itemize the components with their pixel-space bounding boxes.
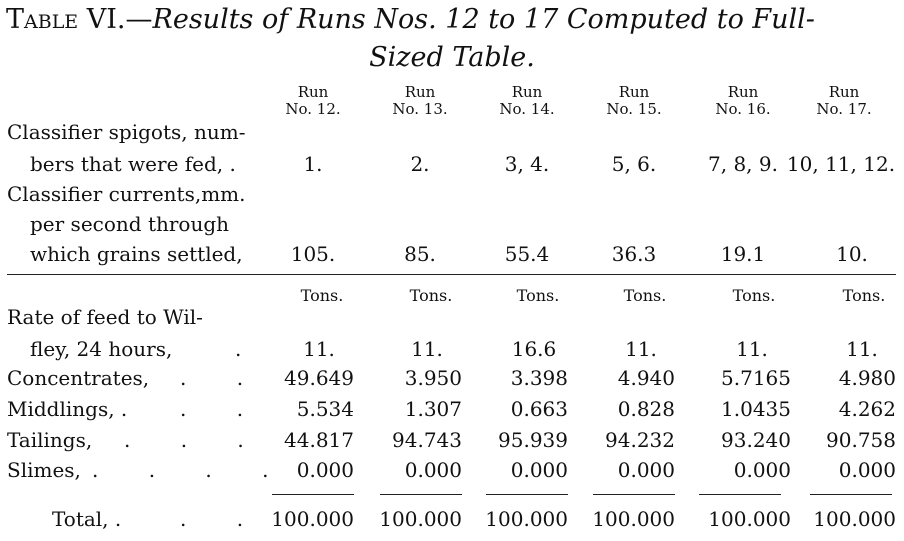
leader-total: . . [180,507,266,531]
leader-feed: . [235,337,242,361]
sum-rule-run-17 [810,494,892,495]
column-header-run-14: Run No. 14. [499,83,555,118]
cell-concentrates-run-14: 3.398 [510,366,568,390]
column-header-run-12: Run No. 12. [285,83,341,118]
unit-run-13: Tons. [409,286,453,305]
cell-middlings-run-16: 1.0435 [721,397,791,421]
cell-currents-run-16: 19.1 [720,242,766,266]
unit-run-16: Tons. [732,286,776,305]
cell-slimes-run-12: 0.000 [296,458,354,482]
cell-spigots-run-15: 5, 6. [611,152,657,176]
cell-slimes-run-15: 0.000 [617,458,675,482]
sum-rule-run-14 [486,494,568,495]
row-label-middlings: Middlings, . [7,397,128,421]
cell-feed-run-15: 11. [625,337,657,361]
leader-concentrates: . . [180,366,266,390]
unit-run-15: Tons. [623,286,667,305]
row-label-currents-line2: per second through [30,212,230,236]
row-label-concentrates: Concentrates, [7,366,150,390]
column-header-run-15: Run No. 15. [606,83,662,118]
column-header-run-16: Run No. 16. [715,83,771,118]
row-label-feed-line1: Rate of feed to Wil- [7,305,203,329]
cell-total-run-14: 100.000 [485,507,568,531]
cell-tailings-run-14: 95.939 [498,428,568,452]
cell-feed-run-12: 11. [303,337,335,361]
cell-slimes-run-13: 0.000 [404,458,462,482]
cell-middlings-run-15: 0.828 [617,397,675,421]
sum-rule-run-16 [699,494,781,495]
cell-slimes-run-14: 0.000 [510,458,568,482]
sum-rule-run-12 [272,494,354,495]
cell-middlings-run-13: 1.307 [404,397,462,421]
column-header-run-17: Run No. 17. [816,83,872,118]
leader-slimes: . . . . [92,458,291,482]
cell-currents-run-17: 10. [836,242,868,266]
cell-total-run-12: 100.000 [271,507,354,531]
table-divider [7,274,896,275]
leader-middlings: . . [180,397,266,421]
cell-tailings-run-15: 94.232 [605,428,675,452]
cell-middlings-run-12: 5.534 [296,397,354,421]
sum-rule-run-13 [380,494,462,495]
cell-currents-run-15: 36.3 [611,242,657,266]
cell-feed-run-17: 11. [846,337,878,361]
cell-currents-run-14: 55.4 [504,242,550,266]
cell-feed-run-16: 11. [736,337,768,361]
row-label-spigots-line2: bers that were fed, . [30,152,236,176]
cell-concentrates-run-15: 4.940 [617,366,675,390]
table-number: Table VI.— [6,4,153,35]
cell-currents-run-13: 85. [404,242,436,266]
cell-spigots-run-13: 2. [410,152,430,176]
cell-tailings-run-13: 94.743 [392,428,462,452]
unit-run-12: Tons. [300,286,344,305]
cell-spigots-run-17: 10, 11, 12. [786,152,896,176]
row-label-slimes: Slimes, [7,458,81,482]
table-title-continued: Sized Table. [369,42,535,73]
cell-slimes-run-17: 0.000 [838,458,896,482]
table-title-text: Results of Runs Nos. 12 to 17 Computed to Full- [152,4,815,35]
unit-run-14: Tons. [516,286,560,305]
cell-currents-run-12: 105. [290,242,336,266]
cell-total-run-16: 100.000 [708,507,791,531]
cell-tailings-run-12: 44.817 [284,428,354,452]
row-label-spigots-line1: Classifier spigots, num- [7,120,246,144]
cell-total-run-13: 100.000 [379,507,462,531]
cell-slimes-run-16: 0.000 [733,458,791,482]
cell-total-run-17: 100.000 [813,507,896,531]
cell-tailings-run-16: 93.240 [721,428,791,452]
cell-middlings-run-14: 0.663 [510,397,568,421]
cell-concentrates-run-12: 49.649 [284,366,354,390]
cell-tailings-run-17: 90.758 [826,428,896,452]
cell-concentrates-run-16: 5.7165 [721,366,791,390]
cell-spigots-run-14: 3, 4. [504,152,550,176]
leader-tailings: . . . [124,428,266,452]
row-label-tailings: Tailings, [7,428,93,452]
row-label-feed-line2: fley, 24 hours, [30,337,173,361]
cell-total-run-15: 100.000 [592,507,675,531]
table-title [6,2,898,38]
unit-run-17: Tons. [842,286,886,305]
cell-feed-run-14: 16.6 [511,337,557,361]
cell-middlings-run-17: 4.262 [838,397,896,421]
row-label-currents-line3: which grains settled, [30,242,243,266]
row-label-total: Total, . [52,507,122,531]
cell-spigots-run-12: 1. [303,152,323,176]
sum-rule-run-15 [593,494,675,495]
cell-concentrates-run-17: 4.980 [838,366,896,390]
cell-spigots-run-16: 7, 8, 9. [708,152,778,176]
cell-feed-run-13: 11. [411,337,443,361]
row-label-currents-line1: Classifier currents,mm. [7,182,246,206]
column-header-run-13: Run No. 13. [392,83,448,118]
cell-concentrates-run-13: 3.950 [404,366,462,390]
